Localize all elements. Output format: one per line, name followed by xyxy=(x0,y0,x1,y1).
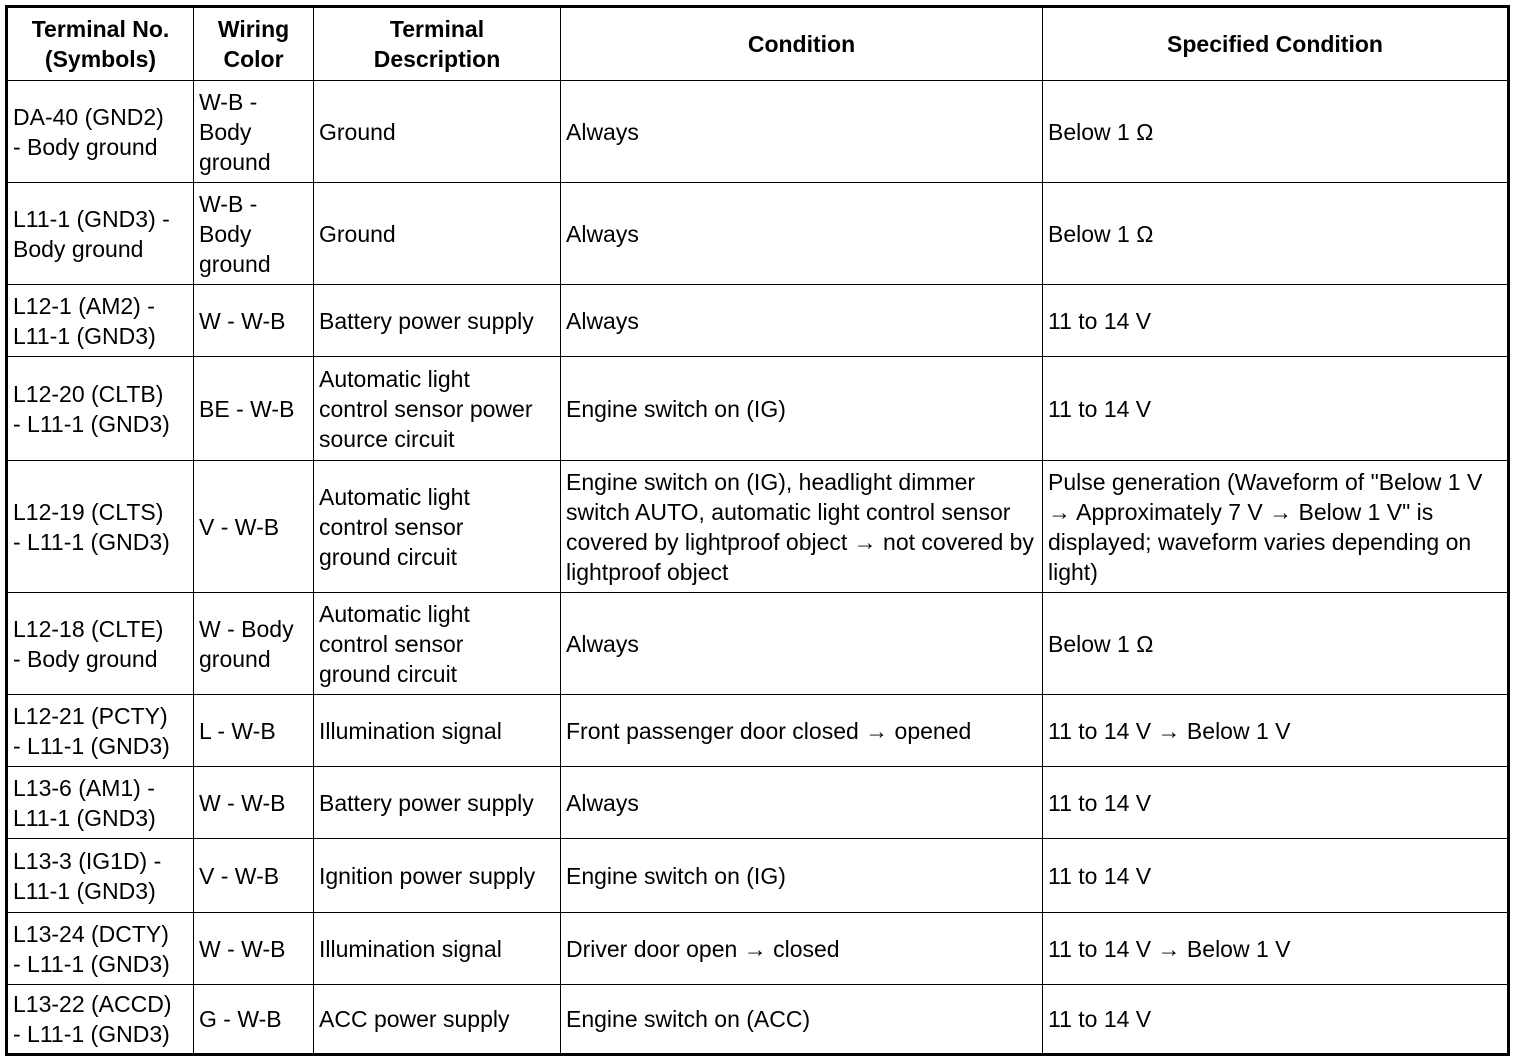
terminal-cell: L13-6 (AM1) - L11-1 (GND3) xyxy=(7,767,194,839)
terminal-cell: L11-1 (GND3) - Body ground xyxy=(7,183,194,285)
description-cell: Ignition power supply xyxy=(314,839,561,913)
table-row xyxy=(7,695,1509,767)
table-row xyxy=(7,461,1509,593)
description-cell: Automatic light control sensor ground circuit xyxy=(314,461,561,593)
header-wiring-color: Wiring Color xyxy=(194,7,314,81)
wiring-color-cell: V - W-B xyxy=(194,839,314,913)
description-cell: Ground xyxy=(314,183,561,285)
description-cell: Automatic light control sensor ground circuit xyxy=(314,593,561,695)
header-terminal-no: Terminal No. (Symbols) xyxy=(7,7,194,81)
wiring-color-cell: BE - W-B xyxy=(194,357,314,461)
specified-condition-cell: 11 to 14 V xyxy=(1043,285,1509,357)
specified-condition-cell: 11 to 14 V xyxy=(1043,839,1509,913)
condition-cell: Driver door open → closed xyxy=(561,913,1043,985)
terminal-cell: L13-22 (ACCD) - L11-1 (GND3) xyxy=(7,985,194,1055)
wiring-color-cell: W - W-B xyxy=(194,767,314,839)
specified-condition-cell: Below 1 Ω xyxy=(1043,183,1509,285)
table-row xyxy=(7,985,1509,1055)
specified-condition-cell: 11 to 14 V → Below 1 V xyxy=(1043,695,1509,767)
condition-cell: Front passenger door closed → opened xyxy=(561,695,1043,767)
header-condition: Condition xyxy=(561,7,1043,81)
description-cell: Battery power supply xyxy=(314,767,561,839)
wiring-color-cell: G - W-B xyxy=(194,985,314,1055)
condition-cell: Always xyxy=(561,81,1043,183)
description-cell: ACC power supply xyxy=(314,985,561,1055)
specified-condition-cell: 11 to 14 V → Below 1 V xyxy=(1043,913,1509,985)
description-cell: Illumination signal xyxy=(314,913,561,985)
condition-cell: Engine switch on (ACC) xyxy=(561,985,1043,1055)
condition-cell: Engine switch on (IG) xyxy=(561,839,1043,913)
terminal-cell: L12-19 (CLTS) - L11-1 (GND3) xyxy=(7,461,194,593)
condition-cell: Always xyxy=(561,285,1043,357)
table-body xyxy=(7,81,1509,1055)
wiring-color-cell: L - W-B xyxy=(194,695,314,767)
description-cell: Automatic light control sensor power source circuit xyxy=(314,357,561,461)
table-row xyxy=(7,593,1509,695)
table-row xyxy=(7,183,1509,285)
specified-condition-cell: 11 to 14 V xyxy=(1043,767,1509,839)
header-specified-condition: Specified Condition xyxy=(1043,7,1509,81)
specified-condition-cell: 11 to 14 V xyxy=(1043,357,1509,461)
terminal-cell: L12-20 (CLTB) - L11-1 (GND3) xyxy=(7,357,194,461)
table-row xyxy=(7,357,1509,461)
wiring-color-cell: V - W-B xyxy=(194,461,314,593)
condition-cell: Always xyxy=(561,593,1043,695)
condition-cell: Engine switch on (IG), headlight dimmer switch AUTO, automatic light control sensor covered by lightproof object → not covered by lightproof object xyxy=(561,461,1043,593)
specified-condition-cell: Pulse generation (Waveform of "Below 1 V → Approximately 7 V → Below 1 V" is displayed; waveform varies depending on light) xyxy=(1043,461,1509,593)
description-cell: Ground xyxy=(314,81,561,183)
table-row xyxy=(7,285,1509,357)
condition-cell: Always xyxy=(561,767,1043,839)
terminal-spec-table xyxy=(5,5,1510,1056)
terminal-cell: DA-40 (GND2) - Body ground xyxy=(7,81,194,183)
header-terminal-description: Terminal Description xyxy=(314,7,561,81)
condition-cell: Engine switch on (IG) xyxy=(561,357,1043,461)
table-row xyxy=(7,839,1509,913)
terminal-cell: L12-1 (AM2) - L11-1 (GND3) xyxy=(7,285,194,357)
table-row xyxy=(7,913,1509,985)
wiring-color-cell: W-B - Body ground xyxy=(194,183,314,285)
specified-condition-cell: Below 1 Ω xyxy=(1043,593,1509,695)
terminal-cell: L12-21 (PCTY) - L11-1 (GND3) xyxy=(7,695,194,767)
wiring-color-cell: W-B - Body ground xyxy=(194,81,314,183)
specified-condition-cell: 11 to 14 V xyxy=(1043,985,1509,1055)
table-row xyxy=(7,81,1509,183)
description-cell: Battery power supply xyxy=(314,285,561,357)
terminal-cell: L13-24 (DCTY) - L11-1 (GND3) xyxy=(7,913,194,985)
specified-condition-cell: Below 1 Ω xyxy=(1043,81,1509,183)
description-cell: Illumination signal xyxy=(314,695,561,767)
wiring-color-cell: W - W-B xyxy=(194,285,314,357)
table-row xyxy=(7,767,1509,839)
terminal-cell: L13-3 (IG1D) - L11-1 (GND3) xyxy=(7,839,194,913)
wiring-color-cell: W - W-B xyxy=(194,913,314,985)
terminal-cell: L12-18 (CLTE) - Body ground xyxy=(7,593,194,695)
condition-cell: Always xyxy=(561,183,1043,285)
wiring-color-cell: W - Body ground xyxy=(194,593,314,695)
table-header-row xyxy=(7,7,1509,81)
